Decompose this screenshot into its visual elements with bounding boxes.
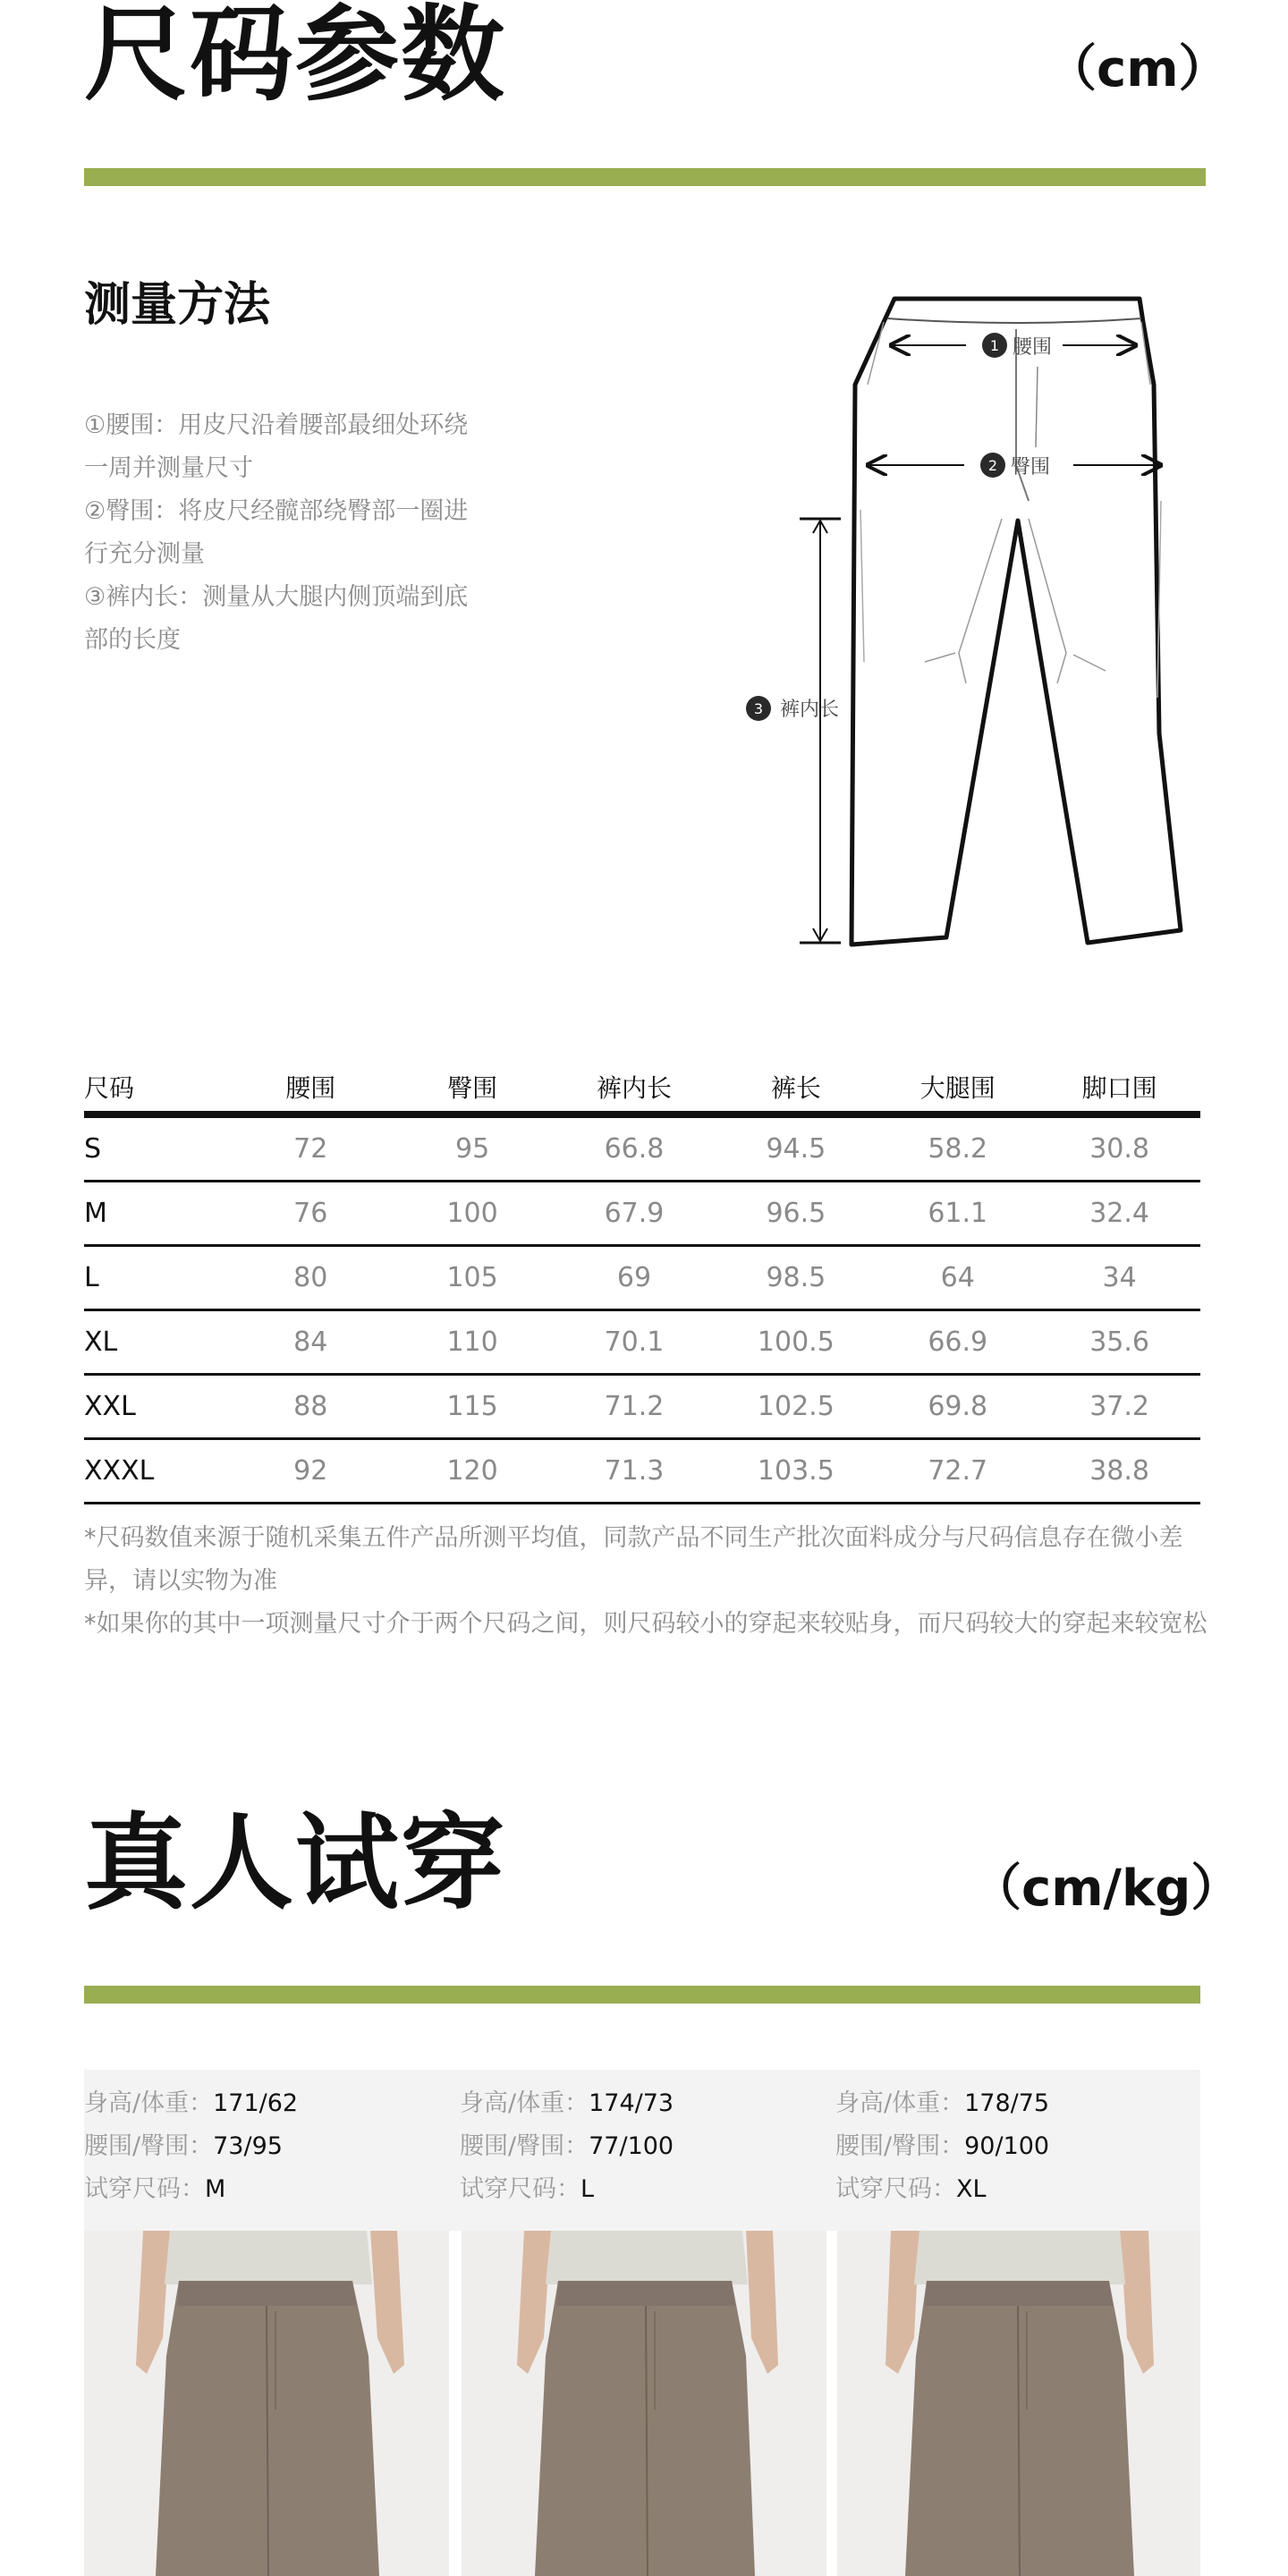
table-cell: 95	[455, 1133, 490, 1165]
tryon-section-unit: （cm/kg）	[971, 1860, 1241, 1918]
model-info-2	[460, 2082, 674, 2211]
table-cell: 69.8	[928, 1391, 988, 1422]
measure-line: 部的长度	[84, 626, 181, 654]
note-line: *如果你的其中一项测量尺寸介于两个尺码之间，则尺码较小的穿起来较贴身，而尺码较大的穿起来较宽松	[84, 1610, 1208, 1638]
table-cell: 110	[446, 1326, 498, 1358]
table-header-cell: 臀围	[447, 1073, 498, 1103]
table-cell: XL	[84, 1326, 118, 1358]
table-cell: 61.1	[928, 1198, 988, 1229]
table-header-row	[84, 1063, 1200, 1118]
measure-line: 行充分测量	[84, 540, 205, 568]
waist-hip-value: 77/100	[589, 2132, 674, 2160]
table-cell: XXL	[84, 1391, 136, 1422]
measure-line: ①腰围：用皮尺沿着腰部最细处环绕	[84, 411, 469, 439]
table-row	[84, 1376, 1200, 1440]
table-cell: 72	[293, 1133, 328, 1165]
table-cell: 80	[293, 1262, 328, 1293]
model-photo-1	[84, 2231, 449, 2576]
table-cell: M	[84, 1198, 107, 1229]
pants-measurement-diagram	[733, 286, 1199, 948]
table-cell: 69	[616, 1262, 652, 1293]
table-cell: 71.3	[604, 1455, 665, 1487]
model-photo-3	[837, 2231, 1200, 2576]
tried-size-label: 试穿尺码：	[835, 2175, 956, 2203]
size-notes	[84, 1517, 1211, 1646]
table-cell: 115	[446, 1391, 498, 1422]
waist-hip-value: 90/100	[964, 2132, 1050, 2160]
height-weight-value: 174/73	[589, 2089, 674, 2117]
table-cell: XXXL	[84, 1455, 155, 1487]
tried-size-value: L	[580, 2175, 595, 2203]
height-weight-value: 171/62	[213, 2089, 299, 2117]
table-cell: 98.5	[766, 1262, 826, 1293]
table-cell: 76	[293, 1198, 328, 1229]
table-cell: 37.2	[1089, 1391, 1149, 1422]
table-row	[84, 1247, 1200, 1311]
table-cell: 100.5	[757, 1326, 835, 1358]
table-cell: 34	[1102, 1262, 1137, 1293]
model-photo-2	[462, 2231, 826, 2576]
model-info-panel	[84, 2070, 1200, 2231]
waist-marker-number: 1	[989, 337, 1000, 354]
height-weight-value: 178/75	[964, 2089, 1050, 2117]
size-section-title: 尺码参数	[84, 0, 506, 115]
table-cell: 84	[293, 1326, 328, 1358]
table-cell: 94.5	[766, 1133, 826, 1165]
table-header-cell: 脚口围	[1081, 1073, 1157, 1103]
measure-title: 测量方法	[84, 278, 271, 332]
inseam-marker-number: 3	[753, 700, 764, 717]
inseam-marker-label: 裤内长	[780, 699, 840, 721]
table-cell: 92	[293, 1455, 328, 1487]
table-cell: 120	[446, 1455, 498, 1487]
table-cell: 70.1	[604, 1326, 665, 1358]
tried-size-value: M	[205, 2175, 226, 2203]
waist-hip-value: 73/95	[213, 2132, 283, 2160]
tryon-section-title: 真人试穿	[84, 1803, 506, 1924]
table-cell: 38.8	[1089, 1455, 1149, 1487]
table-cell: 66.8	[604, 1133, 665, 1165]
table-row	[84, 1311, 1200, 1376]
waist-hip-label: 腰围/臀围：	[84, 2132, 214, 2160]
table-cell: 32.4	[1089, 1198, 1149, 1229]
table-cell: 30.8	[1089, 1133, 1149, 1165]
measure-line: ②臀围：将皮尺经髋部绕臀部一圈进	[84, 497, 469, 525]
table-header-cell: 大腿围	[919, 1073, 996, 1103]
tried-size-label: 试穿尺码：	[84, 2175, 205, 2203]
table-header-cell: 尺码	[84, 1073, 135, 1103]
table-cell: 58.2	[928, 1133, 988, 1165]
tried-size-label: 试穿尺码：	[460, 2175, 580, 2203]
table-cell: 96.5	[766, 1198, 826, 1229]
table-cell: 102.5	[757, 1391, 835, 1422]
table-row	[84, 1182, 1200, 1247]
waist-hip-label: 腰围/臀围：	[460, 2132, 589, 2160]
table-cell: 71.2	[604, 1391, 665, 1422]
measure-instructions	[84, 404, 513, 662]
model-info-3	[835, 2082, 1049, 2211]
hip-marker-label: 臀围	[1011, 456, 1051, 479]
table-header-cell: 裤内长	[596, 1073, 672, 1103]
measure-line: ③裤内长：测量从大腿内侧顶端到底	[84, 583, 469, 611]
table-cell: 100	[446, 1198, 498, 1229]
table-header-cell: 腰围	[285, 1073, 336, 1103]
table-cell: 105	[446, 1262, 498, 1293]
hip-marker-number: 2	[987, 457, 998, 474]
table-cell: L	[84, 1262, 99, 1293]
table-cell: 103.5	[757, 1455, 835, 1487]
table-cell: 35.6	[1089, 1326, 1149, 1358]
waist-hip-label: 腰围/臀围：	[835, 2132, 965, 2160]
height-weight-label: 身高/体重：	[84, 2089, 214, 2117]
note-line: *尺码数值来源于随机采集五件产品所测平均值，同款产品不同生产批次面料成分与尺码信息存在微小差	[84, 1524, 1183, 1552]
size-table	[84, 1063, 1200, 1504]
waist-marker-label: 腰围	[1013, 336, 1053, 359]
accent-divider	[84, 168, 1206, 186]
table-cell: 88	[293, 1391, 328, 1422]
table-cell: 67.9	[604, 1198, 665, 1229]
tried-size-value: XL	[956, 2175, 987, 2203]
model-info-1	[84, 2082, 298, 2211]
note-line: 异，请以实物为准	[84, 1567, 277, 1595]
table-cell: 64	[940, 1262, 975, 1293]
height-weight-label: 身高/体重：	[460, 2089, 589, 2117]
table-header-cell: 裤长	[770, 1073, 821, 1103]
table-row	[84, 1440, 1200, 1504]
table-cell: S	[84, 1133, 102, 1165]
height-weight-label: 身高/体重：	[835, 2089, 965, 2117]
table-cell: 72.7	[928, 1455, 988, 1487]
accent-divider	[84, 1986, 1200, 2004]
measure-line: 一周并测量尺寸	[84, 454, 253, 482]
size-section-unit: （cm）	[1046, 40, 1229, 98]
table-row	[84, 1118, 1200, 1182]
table-cell: 66.9	[928, 1326, 988, 1358]
